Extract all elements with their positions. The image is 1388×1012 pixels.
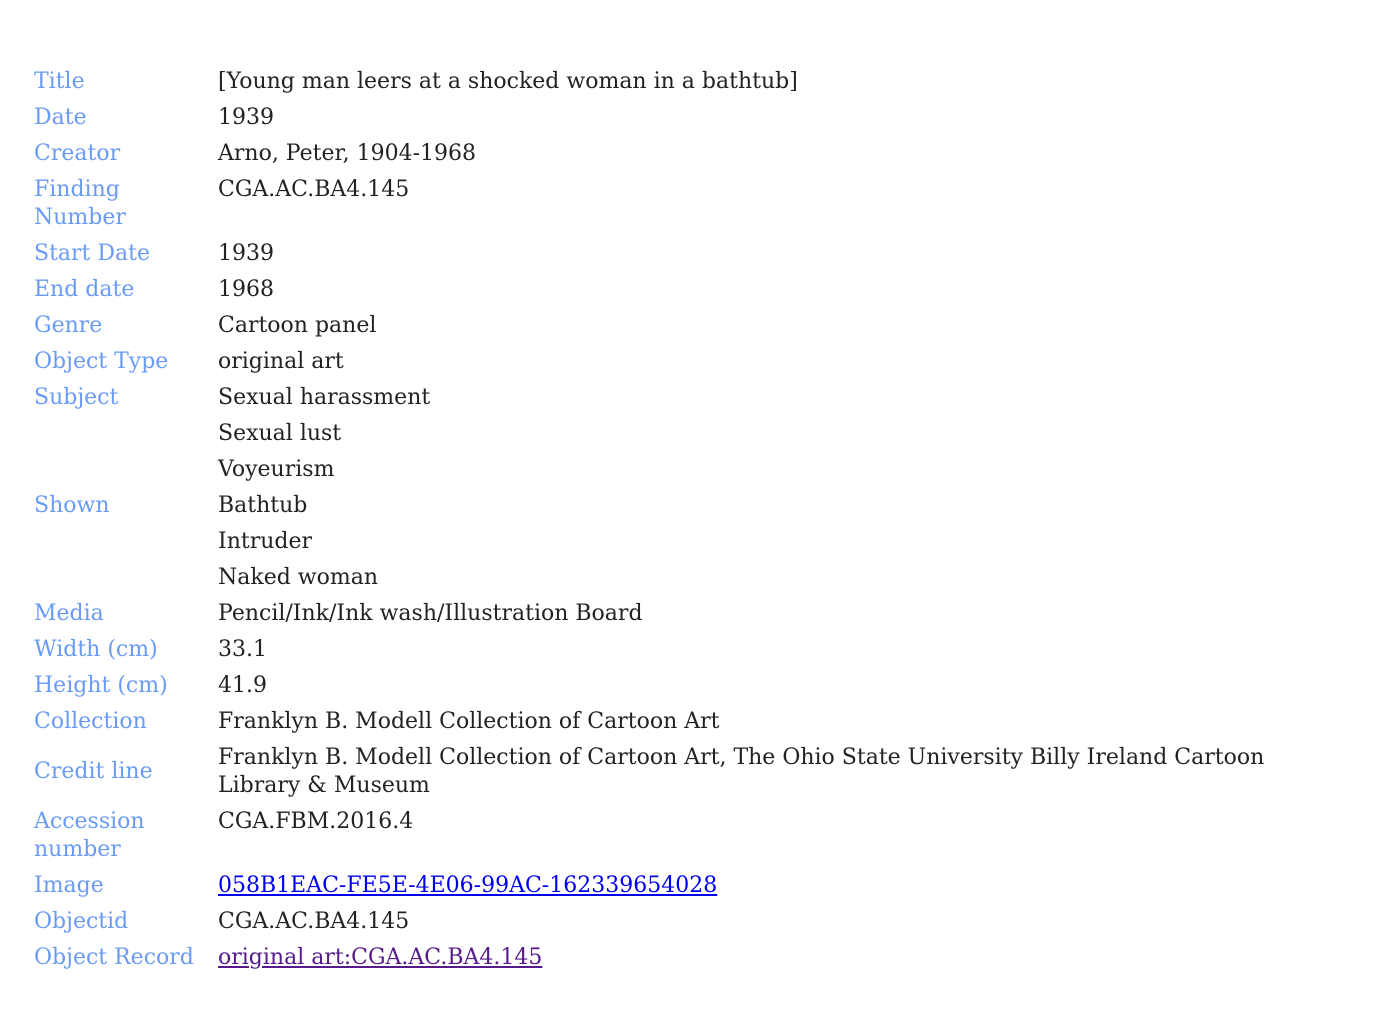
finding-number-value: CGA.AC.BA4.145 — [218, 177, 410, 202]
field-row-width — [34, 632, 1314, 668]
shown-value: Naked woman — [218, 565, 379, 590]
field-row-creator — [34, 136, 1314, 172]
field-value-creator — [218, 136, 1314, 172]
field-value-media — [218, 596, 1314, 632]
height-value: 41.9 — [218, 673, 267, 698]
field-value-date — [218, 100, 1314, 136]
field-value-image — [218, 868, 1314, 904]
subject-value: Sexual harassment — [218, 385, 431, 410]
field-row-finding-number — [34, 172, 1314, 236]
width-value: 33.1 — [218, 637, 267, 662]
subject-value: Voyeurism — [218, 457, 335, 482]
field-value-shown — [218, 488, 1314, 596]
media-value: Pencil/Ink/Ink wash/Illustration Board — [218, 601, 643, 626]
collection-value: Franklyn B. Modell Collection of Cartoon Art — [218, 709, 720, 734]
shown-value: Bathtub — [218, 493, 308, 518]
field-label-height: Height (cm) — [34, 673, 168, 698]
field-value-width — [218, 632, 1314, 668]
image-link[interactable]: 058B1EAC-FE5E-4E06-99AC-162339654028 — [218, 873, 718, 898]
field-value-start-date — [218, 236, 1314, 272]
field-value-object-record — [218, 940, 1314, 976]
field-label-image: Image — [34, 873, 104, 898]
credit-line-value: Franklyn B. Modell Collection of Cartoon Art, The Ohio State University Billy Ireland Cartoon Library & Museum — [218, 745, 1265, 798]
field-value-finding-number — [218, 172, 1314, 236]
field-label-start-date: Start Date — [34, 241, 150, 266]
date-value: 1939 — [218, 105, 274, 130]
field-row-start-date — [34, 236, 1314, 272]
field-label-subject: Subject — [34, 385, 119, 410]
field-value-credit-line — [218, 740, 1314, 804]
title-value: [Young man leers at a shocked woman in a bathtub] — [218, 69, 798, 94]
field-value-subject — [218, 380, 1314, 488]
field-label-object-type: Object Type — [34, 349, 169, 374]
field-value-accession-number — [218, 804, 1314, 868]
object-type-value: original art — [218, 349, 344, 374]
field-value-height — [218, 668, 1314, 704]
objectid-value: CGA.AC.BA4.145 — [218, 909, 410, 934]
field-label-object-record: Object Record — [34, 945, 194, 970]
field-label-credit-line: Credit line — [34, 759, 153, 784]
accession-number-value: CGA.FBM.2016.4 — [218, 809, 414, 834]
field-label-date: Date — [34, 105, 87, 130]
object-record-link[interactable]: original art:CGA.AC.BA4.145 — [218, 945, 543, 970]
field-label-objectid: Objectid — [34, 909, 129, 934]
field-label-creator: Creator — [34, 141, 121, 166]
field-label-width: Width (cm) — [34, 637, 158, 662]
field-label-media: Media — [34, 601, 104, 626]
creator-value: Arno, Peter, 1904-1968 — [218, 141, 476, 166]
shown-value: Intruder — [218, 529, 313, 554]
field-row-subject — [34, 380, 1314, 488]
end-date-value: 1968 — [218, 277, 274, 302]
genre-value: Cartoon panel — [218, 313, 377, 338]
field-row-media — [34, 596, 1314, 632]
object-record-table — [34, 64, 1314, 976]
field-row-collection — [34, 704, 1314, 740]
field-label-end-date: End date — [34, 277, 135, 302]
field-row-height — [34, 668, 1314, 704]
field-value-collection — [218, 704, 1314, 740]
field-row-date — [34, 100, 1314, 136]
field-row-credit-line — [34, 740, 1314, 804]
field-label-shown: Shown — [34, 493, 110, 518]
field-row-title — [34, 64, 1314, 100]
start-date-value: 1939 — [218, 241, 274, 266]
field-label-accession-number: Accession number — [34, 809, 145, 862]
field-row-shown — [34, 488, 1314, 596]
field-label-collection: Collection — [34, 709, 147, 734]
field-row-objectid — [34, 904, 1314, 940]
subject-value: Sexual lust — [218, 421, 342, 446]
field-row-object-type — [34, 344, 1314, 380]
field-row-accession-number — [34, 804, 1314, 868]
field-value-title — [218, 64, 1314, 100]
field-label-finding-number: Finding Number — [34, 177, 126, 230]
field-value-genre — [218, 308, 1314, 344]
field-row-object-record — [34, 940, 1314, 976]
field-value-object-type — [218, 344, 1314, 380]
field-value-end-date — [218, 272, 1314, 308]
field-label-genre: Genre — [34, 313, 103, 338]
field-label-title: Title — [34, 69, 85, 94]
field-row-image — [34, 868, 1314, 904]
field-row-genre — [34, 308, 1314, 344]
field-row-end-date — [34, 272, 1314, 308]
field-value-objectid — [218, 904, 1314, 940]
